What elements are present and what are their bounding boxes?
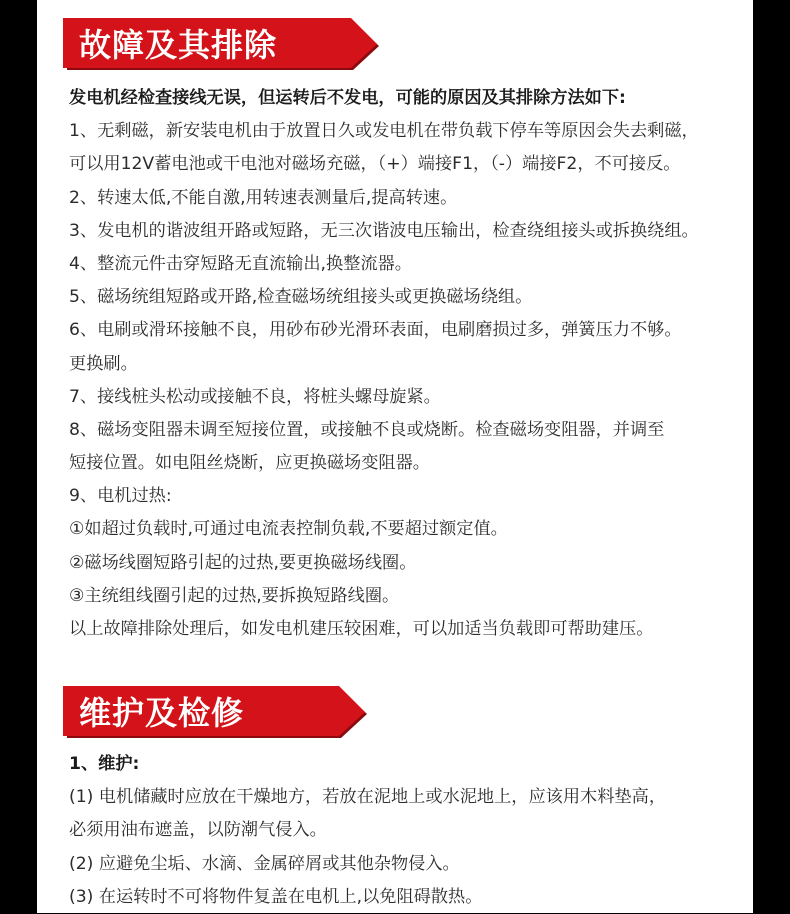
text-line: (1) 电机储藏时应放在干燥地方，若放在泥地上或水泥地上，应该用木料垫高，	[69, 787, 667, 808]
text-line: 5、磁场统组短路或开路,检查磁场统组接头或更换磁场绕组。	[69, 287, 533, 308]
section-title: 维护及检修	[79, 694, 245, 732]
section-banner-maintenance	[63, 686, 369, 740]
text-line: 6、电刷或滑环接触不良，用砂布砂光滑环表面，电刷磨损过多，弹簧压力不够。	[69, 320, 682, 341]
section-title: 故障及其排除	[79, 26, 278, 64]
text-line: 可以用12V蓄电池或干电池对磁场充磁，（+）端接F1，（-）端接F2，不可接反。	[69, 154, 681, 175]
text-line: (3) 在运转时不可将物件复盖在电机上,以免阻碍散热。	[69, 886, 483, 907]
text-line: (2) 应避免尘垢、水滴、金属碎屑或其他杂物侵入。	[69, 853, 460, 874]
section-banner-troubleshooting	[63, 18, 381, 72]
text-line: ②磁场线圈短路引起的过热,要更换磁场线圈。	[69, 552, 417, 573]
subheading: 1、维护:	[69, 754, 140, 774]
text-line: ③主统组线圈引起的过热,要拆换短路线圈。	[69, 585, 400, 606]
text-line: 以上故障排除处理后，如发电机建压较困难，可以加适当负载即可帮助建压。	[69, 619, 654, 639]
text-line: ①如超过负载时,可通过电流表控制负载,不要超过额定值。	[69, 519, 508, 540]
intro-line: 发电机经检查接线无误，但运转后不发电，可能的原因及其排除方法如下:	[69, 88, 626, 108]
text-line: 3、发电机的谐波组开路或短路，无三次谐波电压输出，检查绕组接头或拆换绕组。	[69, 220, 699, 241]
text-line: 9、电机过热:	[69, 486, 172, 507]
text-line: 4、整流元件击穿短路无直流输出,换整流器。	[69, 253, 412, 274]
text-line: 2、转速太低,不能自激,用转速表测量后,提高转速。	[69, 187, 458, 208]
text-line: 必须用油布遮盖，以防潮气侵入。	[69, 820, 327, 841]
text-line: 更换刷。	[69, 353, 138, 374]
text-line: 1、无剩磁，新安装电机由于放置日久或发电机在带负载下停车等原因会失去剩磁，	[69, 121, 699, 142]
maintenance-text	[69, 748, 745, 914]
text-line: 短接位置。如电阻丝烧断，应更换磁场变阻器。	[69, 453, 430, 474]
content-card	[37, 0, 753, 913]
text-line: 7、接线桩头松动或接触不良，将桩头螺母旋紧。	[69, 386, 441, 407]
troubleshooting-text	[69, 82, 745, 646]
text-line: 8、磁场变阻器未调至短接位置，或接触不良或烧断。检查磁场变阻器，并调至	[69, 419, 665, 440]
